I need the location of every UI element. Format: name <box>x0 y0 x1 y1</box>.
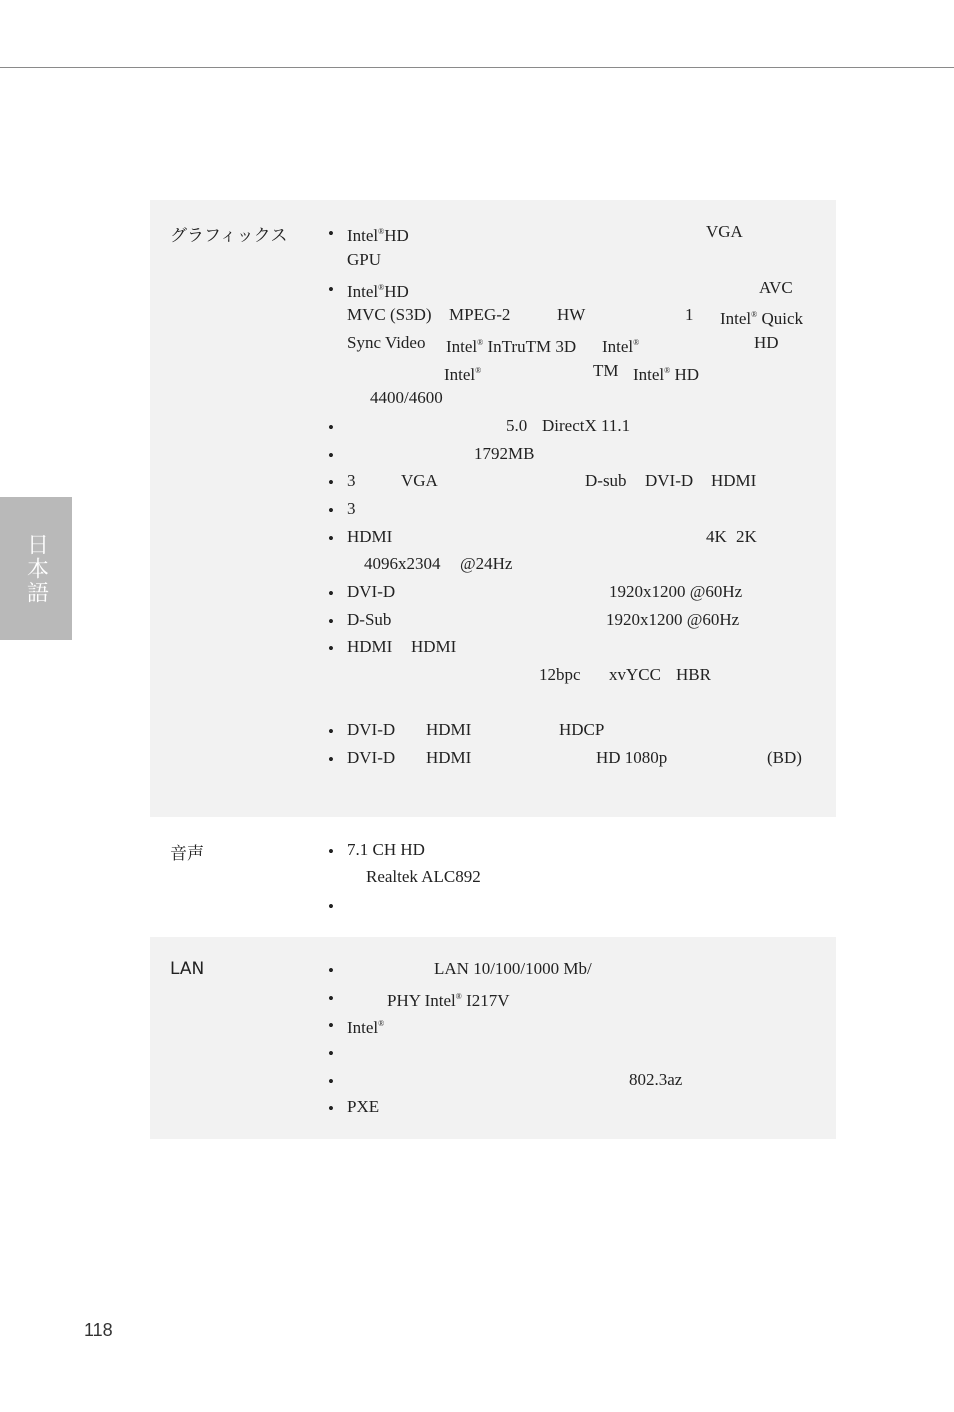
graphics-section <box>150 200 836 817</box>
text-line: HDMI <box>347 637 393 656</box>
text-line: DVI-D <box>645 471 694 490</box>
text-line: Intel®HD <box>347 282 409 301</box>
text: Intel <box>446 337 478 356</box>
bullet: • <box>328 1072 334 1091</box>
text-line: TM <box>593 361 619 380</box>
text-line: HBR <box>676 665 711 684</box>
text-line: Intel® <box>347 1018 385 1037</box>
text-line: Sync Video <box>347 333 426 352</box>
text-line: D-sub <box>585 471 627 490</box>
graphics-label: グラフィックス <box>170 226 288 246</box>
bullet: • <box>328 989 334 1008</box>
text-line: HDCP <box>559 720 605 739</box>
bullet: • <box>328 418 334 437</box>
text-line: HDMI <box>347 527 393 546</box>
bullet: • <box>328 1016 334 1035</box>
text-line: 7.1 CH HD <box>347 840 425 859</box>
text-line: HW <box>557 305 586 324</box>
text-line: 12bpc <box>539 665 581 684</box>
text: Intel <box>347 1018 379 1037</box>
text-line: PXE <box>347 1097 380 1116</box>
audio-label: 音声 <box>170 844 204 864</box>
text-line: 2K <box>736 527 757 546</box>
text-line: xvYCC <box>609 665 661 684</box>
text-line: 4096x2304 <box>364 554 441 573</box>
text: Intel <box>720 309 752 328</box>
bullet: • <box>328 639 334 658</box>
text-line: HD <box>754 333 779 352</box>
bullet: • <box>328 473 334 492</box>
text: I217V <box>461 991 510 1010</box>
text-line: Intel® InTruTM 3D <box>446 337 577 356</box>
text-line: (BD) <box>767 748 802 767</box>
text-line: LAN 10/100/1000 Mb/ <box>434 959 592 978</box>
text: HD <box>670 365 700 384</box>
text-line: AVC <box>759 278 793 297</box>
bullet: • <box>328 842 334 861</box>
text: Intel <box>444 365 476 384</box>
language-side-tab <box>0 497 72 640</box>
text-line: 1920x1200 @60Hz <box>606 610 740 629</box>
bullet: • <box>328 897 334 916</box>
text-line: DVI-D <box>347 582 396 601</box>
lan-section <box>150 937 836 1139</box>
top-rule <box>0 67 954 68</box>
text-line: VGA <box>401 471 438 490</box>
text-line: MPEG-2 <box>449 305 511 324</box>
text-line: DVI-D <box>347 748 396 767</box>
text-line: Intel® <box>602 337 640 356</box>
text-line: PHY Intel® I217V <box>387 991 510 1010</box>
text-line: 5.0 <box>506 416 528 435</box>
text-line: 4400/4600 <box>370 388 443 407</box>
text-line: Intel®HD <box>347 226 409 245</box>
text-line: HDMI <box>426 748 472 767</box>
lan-label: LAN <box>170 959 205 979</box>
text: HD <box>384 282 409 301</box>
bullet: • <box>328 446 334 465</box>
text-line: Intel® Quick <box>720 309 804 328</box>
text: HD <box>384 226 409 245</box>
text-line: HDMI <box>711 471 757 490</box>
text: Intel <box>602 337 634 356</box>
audio-section <box>150 817 836 937</box>
text: Intel <box>347 282 379 301</box>
page-number: 118 <box>84 1320 113 1340</box>
text-line: D-Sub <box>347 610 392 629</box>
bullet: • <box>328 280 334 299</box>
bullet: • <box>328 529 334 548</box>
text-line: HD 1080p <box>596 748 668 767</box>
text-line: DirectX 11.1 <box>542 416 631 435</box>
text-line: 1920x1200 @60Hz <box>609 582 743 601</box>
text-line: 802.3az <box>629 1070 683 1089</box>
text-line: Intel® HD <box>633 365 700 384</box>
text-line: VGA <box>706 222 743 241</box>
text-line: Realtek ALC892 <box>366 867 481 886</box>
text-line: GPU <box>347 250 382 269</box>
bullet: • <box>328 961 334 980</box>
bullet: • <box>328 1099 334 1118</box>
text-line: 1792MB <box>474 444 535 463</box>
text: Quick <box>757 309 804 328</box>
bullet: • <box>328 1044 334 1063</box>
text-line: Intel® <box>444 365 482 384</box>
text-line: @24Hz <box>460 554 513 573</box>
bullet: • <box>328 224 334 243</box>
text-line: 1 <box>685 305 694 324</box>
text-line: 3 <box>347 471 356 490</box>
bullet: • <box>328 501 334 520</box>
text: Intel <box>347 226 379 245</box>
text-line: 3 <box>347 499 356 518</box>
text-line: HDMI <box>426 720 472 739</box>
bullet: • <box>328 750 334 769</box>
text-line: MVC (S3D) <box>347 305 432 324</box>
side-tab-label: 日本語 <box>23 532 49 605</box>
bullet: • <box>328 612 334 631</box>
bullet: • <box>328 722 334 741</box>
text-line: 4K <box>706 527 727 546</box>
text: InTruTM 3D <box>483 337 577 356</box>
text: PHY Intel <box>387 991 456 1010</box>
text: Intel <box>633 365 665 384</box>
bullet: • <box>328 584 334 603</box>
text-line: DVI-D <box>347 720 396 739</box>
text-line: HDMI <box>411 637 457 656</box>
